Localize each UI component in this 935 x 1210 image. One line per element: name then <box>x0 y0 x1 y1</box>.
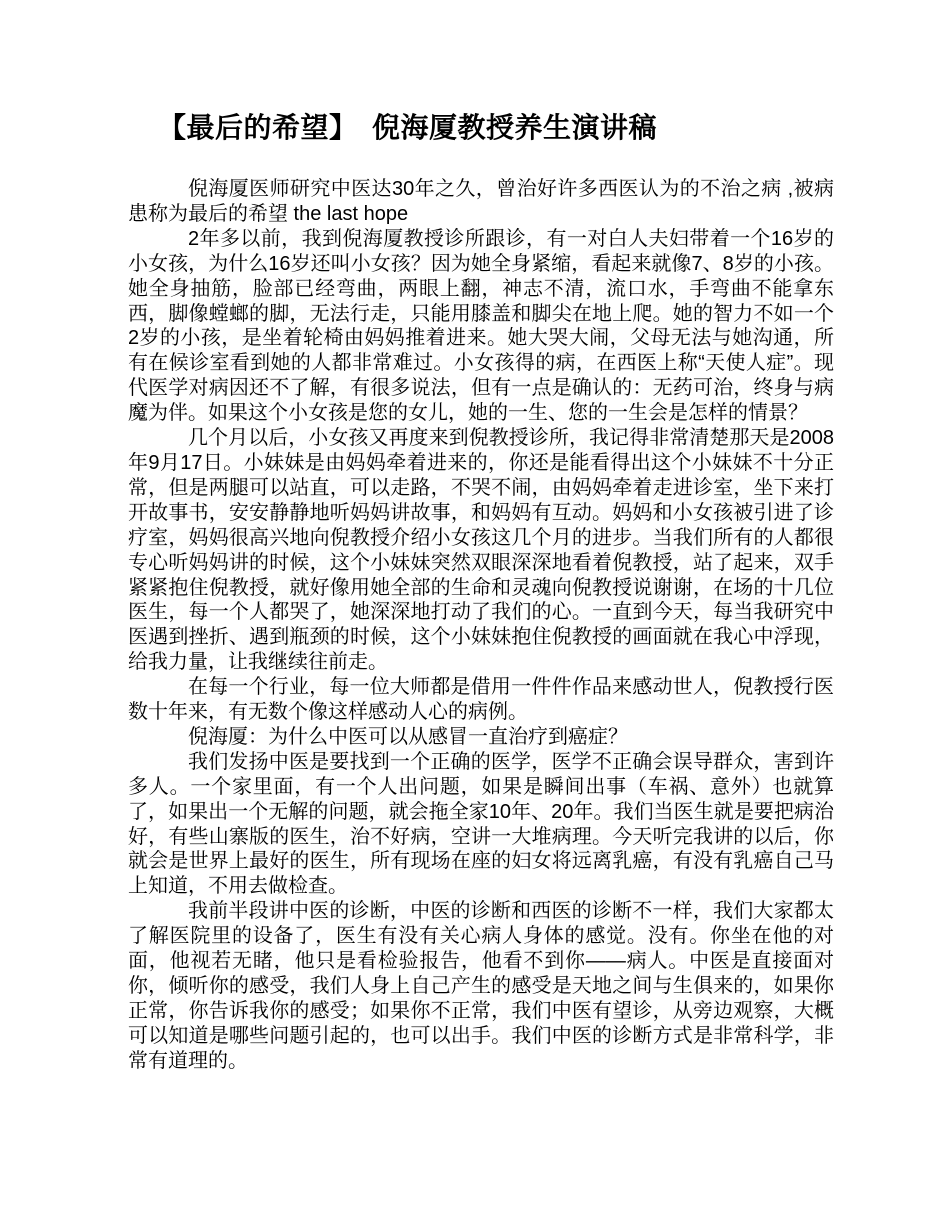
paragraph: 在每一个行业，每一位大师都是借用一件件作品来感动世人，倪教授行医数十年来，有无数个像这样感动人心的病例。 <box>128 676 834 724</box>
paragraph: 我前半段讲中医的诊断，中医的诊断和西医的诊断不一样，我们大家都太了解医院里的设备了，医生有没有关心病人身体的感觉。没有。你坐在他的对面，他视若无睹，他只是看检验报告，他看不到你——病人。中医是直接面对你，倾听你的感受，我们人身上自己产生的感受是天地之间与生俱来的，如果你正常，你告诉我你的感受；如果你不正常，我们中医有望诊，从旁边观察，大概可以知道是哪些问题引起的，也可以出手。我们中医的诊断方式是非常科学，非常有道理的。 <box>128 900 834 1072</box>
paragraph: 我们发扬中医是要找到一个正确的医学，医学不正确会误导群众，害到许多人。一个家里面，有一个人出问题，如果是瞬间出事（车祸、意外）也就算了，如果出一个无解的问题，就会拖全家10年、20年。我们当医生就是要把病治好，有些山寨版的医生，治不好病，空讲一大堆病理。今天听完我讲的以后，你就会是世界上最好的医生，所有现场在座的妇女将远离乳癌，有没有乳癌自己马上知道，不用去做检查。 <box>128 750 834 898</box>
paragraph: 2年多以前，我到倪海厦教授诊所跟诊，有一对白人夫妇带着一个16岁的小女孩，为什么16岁还叫小女孩？因为她全身紧缩，看起来就像7、8岁的小孩。她全身抽筋，脸部已经弯曲，两眼上翻，神志不清，流口水，手弯曲不能拿东西，脚像螳螂的脚，无法行走，只能用膝盖和脚尖在地上爬。她的智力不如一个2岁的小孩，是坐着轮椅由妈妈推着进来。她大哭大闹，父母无法与她沟通，所有在候诊室看到她的人都非常难过。小女孩得的病，在西医上称“天使人症”。现代医学对病因还不了解，有很多说法，但有一点是确认的：无药可治，终身与病魔为伴。如果这个小女孩是您的女儿，她的一生、您的一生会是怎样的情景？ <box>128 227 834 425</box>
paragraph: 几个月以后，小女孩又再度来到倪教授诊所，我记得非常清楚那天是2008年9月17日。小妹妹是由妈妈牵着进来的，你还是能看得出这个小妹妹不十分正常，但是两腿可以站直，可以走路，不哭不闹，由妈妈牵着走进诊室，坐下来打开故事书，安安静静地听妈妈讲故事，和妈妈有互动。妈妈和小女孩被引进了诊疗室，妈妈很高兴地向倪教授介绍小女孩这几个月的进步。当我们所有的人都很专心听妈妈讲的时候，这个小妹妹突然双眼深深地看着倪教授，站了起来，双手紧紧抱住倪教授，就好像用她全部的生命和灵魂向倪教授说谢谢，在场的十几位医生，每一个人都哭了，她深深地打动了我们的心。一直到今天，每当我研究中医遇到挫折、遇到瓶颈的时候，这个小妹妹抱住倪教授的画面就在我心中浮现，给我力量，让我继续往前走。 <box>128 427 834 674</box>
document-content <box>128 112 834 1074</box>
document-title: 【最后的希望】 倪海厦教授养生演讲稿 <box>158 112 658 143</box>
paragraph: 倪海厦医师研究中医达30年之久，曾治好许多西医认为的不治之病 ,被病患称为最后的希望 the last hope <box>128 178 834 225</box>
document-body <box>128 177 834 1074</box>
paragraph: 倪海厦：为什么中医可以从感冒一直治疗到癌症？ <box>188 725 628 748</box>
